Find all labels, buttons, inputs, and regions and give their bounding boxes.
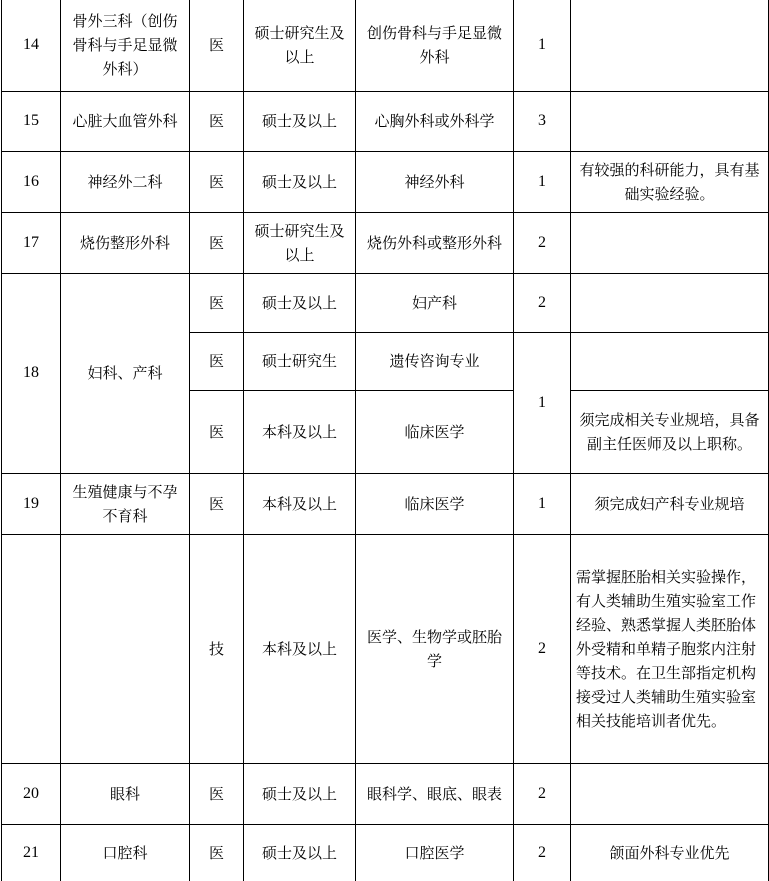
department-cell: 神经外二科 xyxy=(61,151,190,212)
table-row xyxy=(2,534,769,763)
education-cell: 硕士及以上 xyxy=(244,91,356,151)
department-cell: 心脏大血管外科 xyxy=(61,91,190,151)
headcount-cell: 2 xyxy=(514,212,571,273)
department-cell: 妇科、产科 xyxy=(61,273,190,473)
major-cell: 医学、生物学或胚胎学 xyxy=(356,534,514,763)
department-cell: 烧伤整形外科 xyxy=(61,212,190,273)
table-row xyxy=(2,473,769,534)
remarks-cell: 须完成妇产科专业规培 xyxy=(571,473,769,534)
remarks-cell xyxy=(571,763,769,824)
category-cell: 医 xyxy=(190,212,244,273)
major-cell: 临床医学 xyxy=(356,473,514,534)
remarks-cell: 需掌握胚胎相关实验操作，有人类辅助生殖实验室工作经验、熟悉掌握人类胚胎体外受精和单精子胞浆内注射等技术。在卫生部指定机构接受过人类辅助生殖实验室相关技能培训者优先。 xyxy=(571,534,769,763)
department-cell: 口腔科 xyxy=(61,824,190,881)
major-cell: 遗传咨询专业 xyxy=(356,332,514,390)
remarks-cell: 颌面外科专业优先 xyxy=(571,824,769,881)
table-row xyxy=(2,91,769,151)
major-cell: 妇产科 xyxy=(356,273,514,332)
education-cell: 硕士研究生及以上 xyxy=(244,212,356,273)
headcount-cell: 1 xyxy=(514,332,571,473)
department-cell: 生殖健康与不孕不育科 xyxy=(61,473,190,534)
headcount-cell: 2 xyxy=(514,824,571,881)
row-number: 21 xyxy=(2,824,61,881)
category-cell: 医 xyxy=(190,763,244,824)
education-cell: 硕士及以上 xyxy=(244,151,356,212)
department-cell: 骨外三科（创伤骨科与手足显微外科） xyxy=(61,0,190,91)
row-number: 18 xyxy=(2,273,61,473)
education-cell: 硕士及以上 xyxy=(244,763,356,824)
remarks-cell: 有较强的科研能力，具有基础实验经验。 xyxy=(571,151,769,212)
table-row xyxy=(2,151,769,212)
remarks-cell xyxy=(571,91,769,151)
table-row xyxy=(2,0,769,91)
remarks-cell: 须完成相关专业规培，具备副主任医师及以上职称。 xyxy=(571,390,769,473)
row-number: 15 xyxy=(2,91,61,151)
category-cell: 医 xyxy=(190,151,244,212)
headcount-cell: 2 xyxy=(514,534,571,763)
category-cell: 医 xyxy=(190,390,244,473)
headcount-cell: 2 xyxy=(514,273,571,332)
education-cell: 硕士研究生 xyxy=(244,332,356,390)
headcount-cell: 1 xyxy=(514,0,571,91)
headcount-cell: 2 xyxy=(514,763,571,824)
education-cell: 硕士及以上 xyxy=(244,824,356,881)
remarks-cell xyxy=(571,212,769,273)
table-row xyxy=(2,824,769,881)
category-cell: 技 xyxy=(190,534,244,763)
education-cell: 本科及以上 xyxy=(244,390,356,473)
remarks-cell xyxy=(571,0,769,91)
remarks-cell xyxy=(571,332,769,390)
headcount-cell: 1 xyxy=(514,151,571,212)
headcount-cell: 3 xyxy=(514,91,571,151)
major-cell: 眼科学、眼底、眼表 xyxy=(356,763,514,824)
category-cell: 医 xyxy=(190,0,244,91)
major-cell: 烧伤外科或整形外科 xyxy=(356,212,514,273)
remarks-cell xyxy=(571,273,769,332)
table-row xyxy=(2,212,769,273)
major-cell: 口腔医学 xyxy=(356,824,514,881)
department-cell-empty xyxy=(61,534,190,763)
row-number: 14 xyxy=(2,0,61,91)
category-cell: 医 xyxy=(190,332,244,390)
category-cell: 医 xyxy=(190,824,244,881)
education-cell: 本科及以上 xyxy=(244,473,356,534)
category-cell: 医 xyxy=(190,273,244,332)
recruitment-table xyxy=(1,0,769,881)
table-row xyxy=(2,763,769,824)
headcount-cell: 1 xyxy=(514,473,571,534)
major-cell: 创伤骨科与手足显微外科 xyxy=(356,0,514,91)
department-cell: 眼科 xyxy=(61,763,190,824)
major-cell: 心胸外科或外科学 xyxy=(356,91,514,151)
table-row xyxy=(2,273,769,332)
category-cell: 医 xyxy=(190,91,244,151)
education-cell: 硕士及以上 xyxy=(244,273,356,332)
education-cell: 本科及以上 xyxy=(244,534,356,763)
row-number: 17 xyxy=(2,212,61,273)
category-cell: 医 xyxy=(190,473,244,534)
row-number: 20 xyxy=(2,763,61,824)
education-cell: 硕士研究生及以上 xyxy=(244,0,356,91)
row-number-empty xyxy=(2,534,61,763)
row-number: 16 xyxy=(2,151,61,212)
major-cell: 临床医学 xyxy=(356,390,514,473)
row-number: 19 xyxy=(2,473,61,534)
major-cell: 神经外科 xyxy=(356,151,514,212)
